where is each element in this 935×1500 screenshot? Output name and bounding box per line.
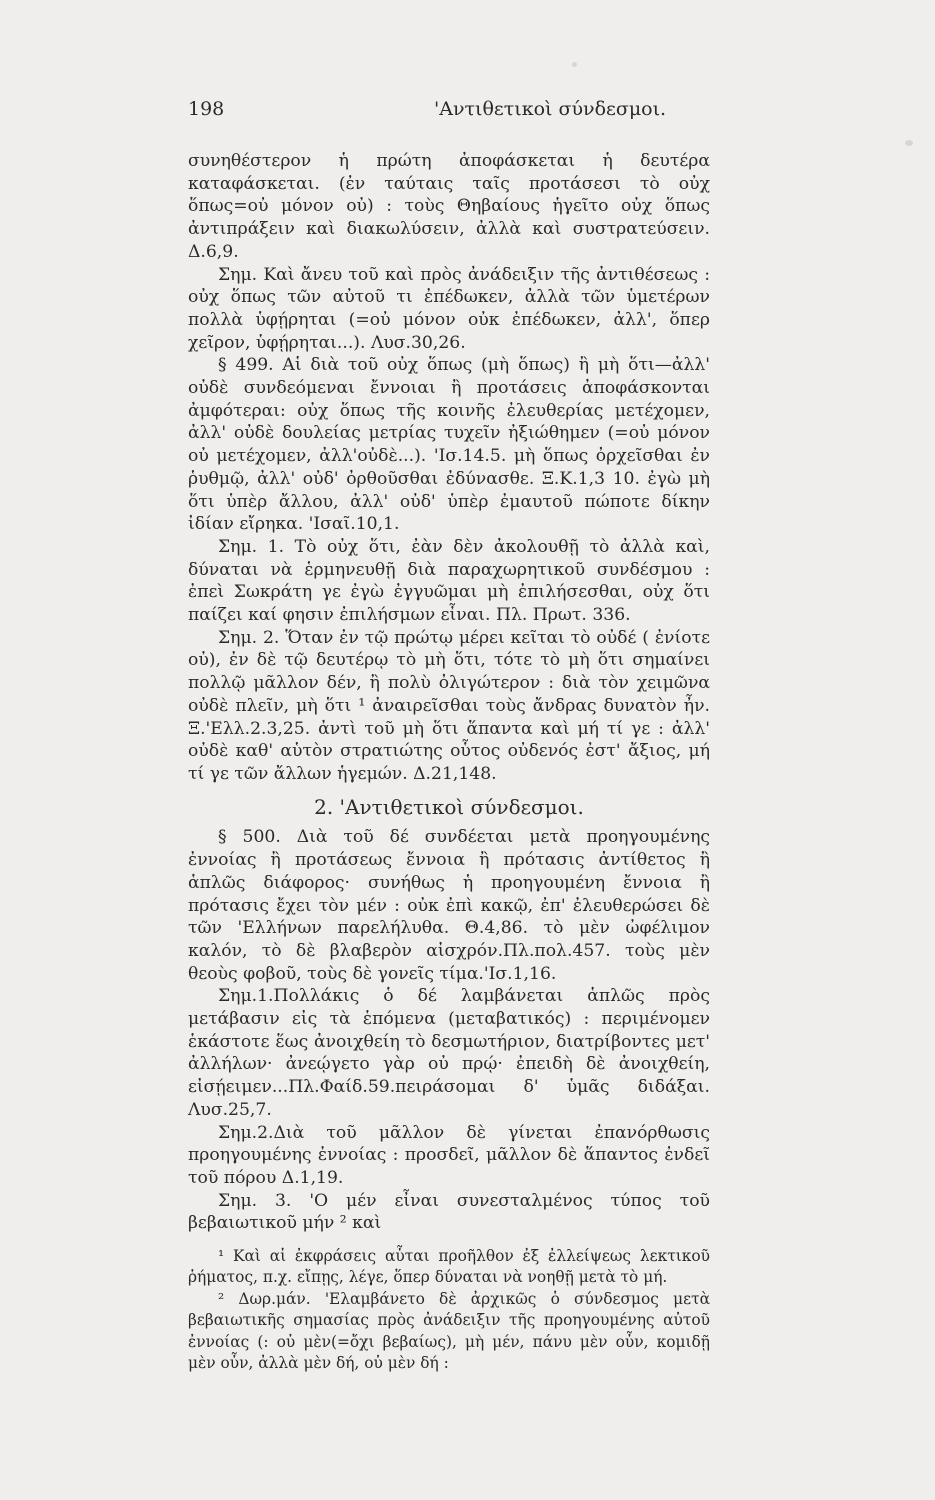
paper-stain (905, 140, 913, 146)
section-heading: 2. 'Αντιθετικοὶ σύνδεσμοι. (314, 794, 584, 819)
paragraph: Σημ. 2. Ὅταν ἐν τῷ πρώτῳ μέρει κεῖται τὸ οὐδέ ( ἐνίοτε οὐ), ἐν δὲ τῷ δευτέρῳ τὸ μὴ ὅτι, τότε τὸ μὴ ὅτι σημαίνει πολλῷ μᾶλλον δέν, ἢ πολὺ ὀλιγώτερον : διὰ τὸν χειμῶνα οὐδὲ πλεῖν, μὴ ὅτι ¹ ἀναιρεῖσθαι τοὺς ἄνδρας δυνατὸν ἦν. Ξ.'Ελλ.2.3,25. ἀντὶ τοῦ μὴ ὅτι ἅπαντα καὶ μή τί γε : ἀλλ' οὐδὲ καθ' αὑτὸν στρατιώτης οὗτος οὐδενός ἐστ' ἄξιος, μή τί γε τῶν ἄλλων ἡγεμών. Δ.21,148. (188, 627, 710, 784)
paper-stain (572, 62, 577, 67)
paragraph: § 500. Διὰ τοῦ δέ συνδέεται μετὰ προηγουμένης ἐννοίας ἢ προτάσεως ἔννοια ἢ πρότασις ἀντίθετος ἢ ἁπλῶς διάφορος· συνήθως ἡ προηγουμένη ἔννοια ἢ πρότασις ἔχει τὸν μέν : οὐκ ἐπὶ κακῷ, ἐπ' ἐλευθερώσει δὲ τῶν 'Ελλήνων παρελήλυθα. Θ.4,86. τὸ μὲν ὠφέλιμον καλόν, τὸ δὲ βλαβερὸν αἰσχρόν.Πλ.πολ.457. τοὺς μὲν θεοὺς φοβοῦ, τοὺς δὲ γονεῖς τίμα.'Ισ.1,16. (188, 827, 710, 984)
paragraph: Σημ.1.Πολλάκις ὁ δέ λαμβάνεται ἁπλῶς πρὸς μετάβασιν εἰς τὰ ἑπόμενα (μεταβατικός) : περιμένομεν ἑκάστοτε ἕως ἀνοιχθείη τὸ δεσμωτήριον, διατρίβοντες μετ' ἀλλήλων· ἀνεῴγετο γὰρ οὐ πρῴ· ἐπειδὴ δὲ ἀνοιχθείη, εἰσῄειμεν...Πλ.Φαίδ.59.πειράσομαι δ' ὑμᾶς διδάξαι. Λυσ.25,7. (188, 986, 710, 1120)
main-text (188, 150, 710, 1235)
footnote: ² Δωρ.μάν. 'Ελαμβάνετο δὲ ἀρχικῶς ὁ σύνδεσμος μετὰ βεβαιωτικῆς σημασίας πρὸς ἀνάδειξιν τῆς προηγουμένης αὐτοῦ ἐννοίας (: οὐ μὲν(=ὄχι βεβαίως), μὴ μέν, πάνυ μὲν οὖν, κομιδῇ μὲν οὖν, ἀλλὰ μὲν δή, οὐ μὲν δή : (188, 1289, 710, 1373)
page-number: 198 (188, 98, 225, 120)
paragraph: Σημ. 1. Τὸ οὐχ ὅτι, ἐὰν δὲν ἀκολουθῇ τὸ ἀλλὰ καὶ, δύναται νὰ ἑρμηνευθῇ διὰ παραχωρητικοῦ συνδέσμου : ἐπεὶ Σωκράτη γε ἐγὼ ἐγγυῶμαι μὴ ἐπιλήσεσθαι, οὐχ ὅτι παίζει καί φησιν ἐπιλήσμων εἶναι. Πλ. Πρωτ. 336. (188, 536, 710, 626)
paragraph: § 499. Αἱ διὰ τοῦ οὐχ ὅπως (μὴ ὅπως) ἢ μὴ ὅτι—ἀλλ' οὐδὲ συνδεόμεναι ἔννοιαι ἢ προτάσεις ἀποφάσκονται ἀμφότεραι: οὐχ ὅπως τῆς κοινῆς ἐλευθερίας μετέχομεν, ἀλλ' οὐδὲ δουλείας μετρίας τυχεῖν ἠξιώθημεν (=οὐ μόνον οὐ μετέχομεν, ἀλλ'οὐδὲ...). 'Ισ.14.5. μὴ ὅπως ὀρχεῖσθαι ἐν ῥυθμῷ, ἀλλ' οὐδ' ὀρθοῦσθαι ἐδύνασθε. Ξ.Κ.1,3 10. ἐγὼ μὴ ὅτι ὑπὲρ ἄλλου, ἀλλ' οὐδ' ὑπὲρ ἐμαυτοῦ πώποτε δίκην ἰδίαν εἴρηκα. 'Ισαῖ.10,1. (188, 355, 710, 535)
running-title: 'Αντιθετικοὶ σύνδεσμοι. (434, 98, 667, 120)
paragraph: Σημ. 3. 'Ο μέν εἶναι συνεσταλμένος τύπος τοῦ βεβαιωτικοῦ μήν ² καὶ (188, 1190, 710, 1234)
paragraph: Σημ. Καὶ ἄνευ τοῦ καὶ πρὸς ἀνάδειξιν τῆς ἀντιθέσεως : οὐχ ὅπως τῶν αὐτοῦ τι ἐπέδωκεν, ἀλλὰ τῶν ὑμετέρων πολλὰ ὑφῄρηται (=οὐ μόνον οὐκ ἐπέδωκεν, ἀλλ', ὅπερ χεῖρον, ὑφῄρηται...). Λυσ.30,26. (188, 264, 710, 353)
footnotes (188, 1246, 710, 1374)
footnote: ¹ Καὶ αἱ ἐκφράσεις αὗται προῆλθον ἐξ ἐλλείψεως λεκτικοῦ ῥήματος, π.χ. εἴπῃς, λέγε, ὅπερ δύναται νὰ νοηθῇ μετὰ τὸ μή. (188, 1247, 710, 1287)
paragraph: συνηθέστερον ἡ πρώτη ἀποφάσκεται ἡ δευτέρα καταφάσκεται. (ἐν ταύταις ταῖς προτάσεσι τὸ οὐχ ὅπως=οὐ μόνον οὐ) : τοὺς Θηβαίους ἡγεῖτο οὐχ ὅπως ἀντιπράξειν καὶ διακωλύσειν, ἀλλὰ καὶ συστρατεύσειν. Δ.6,9. (188, 151, 710, 262)
paragraph: Σημ.2.Διὰ τοῦ μᾶλλον δὲ γίνεται ἐπανόρθωσις προηγουμένης ἐννοίας : προσδεῖ, μᾶλλον δὲ ἅπαντος ἐνδεῖ τοῦ πόρου Δ.1,19. (188, 1122, 710, 1188)
